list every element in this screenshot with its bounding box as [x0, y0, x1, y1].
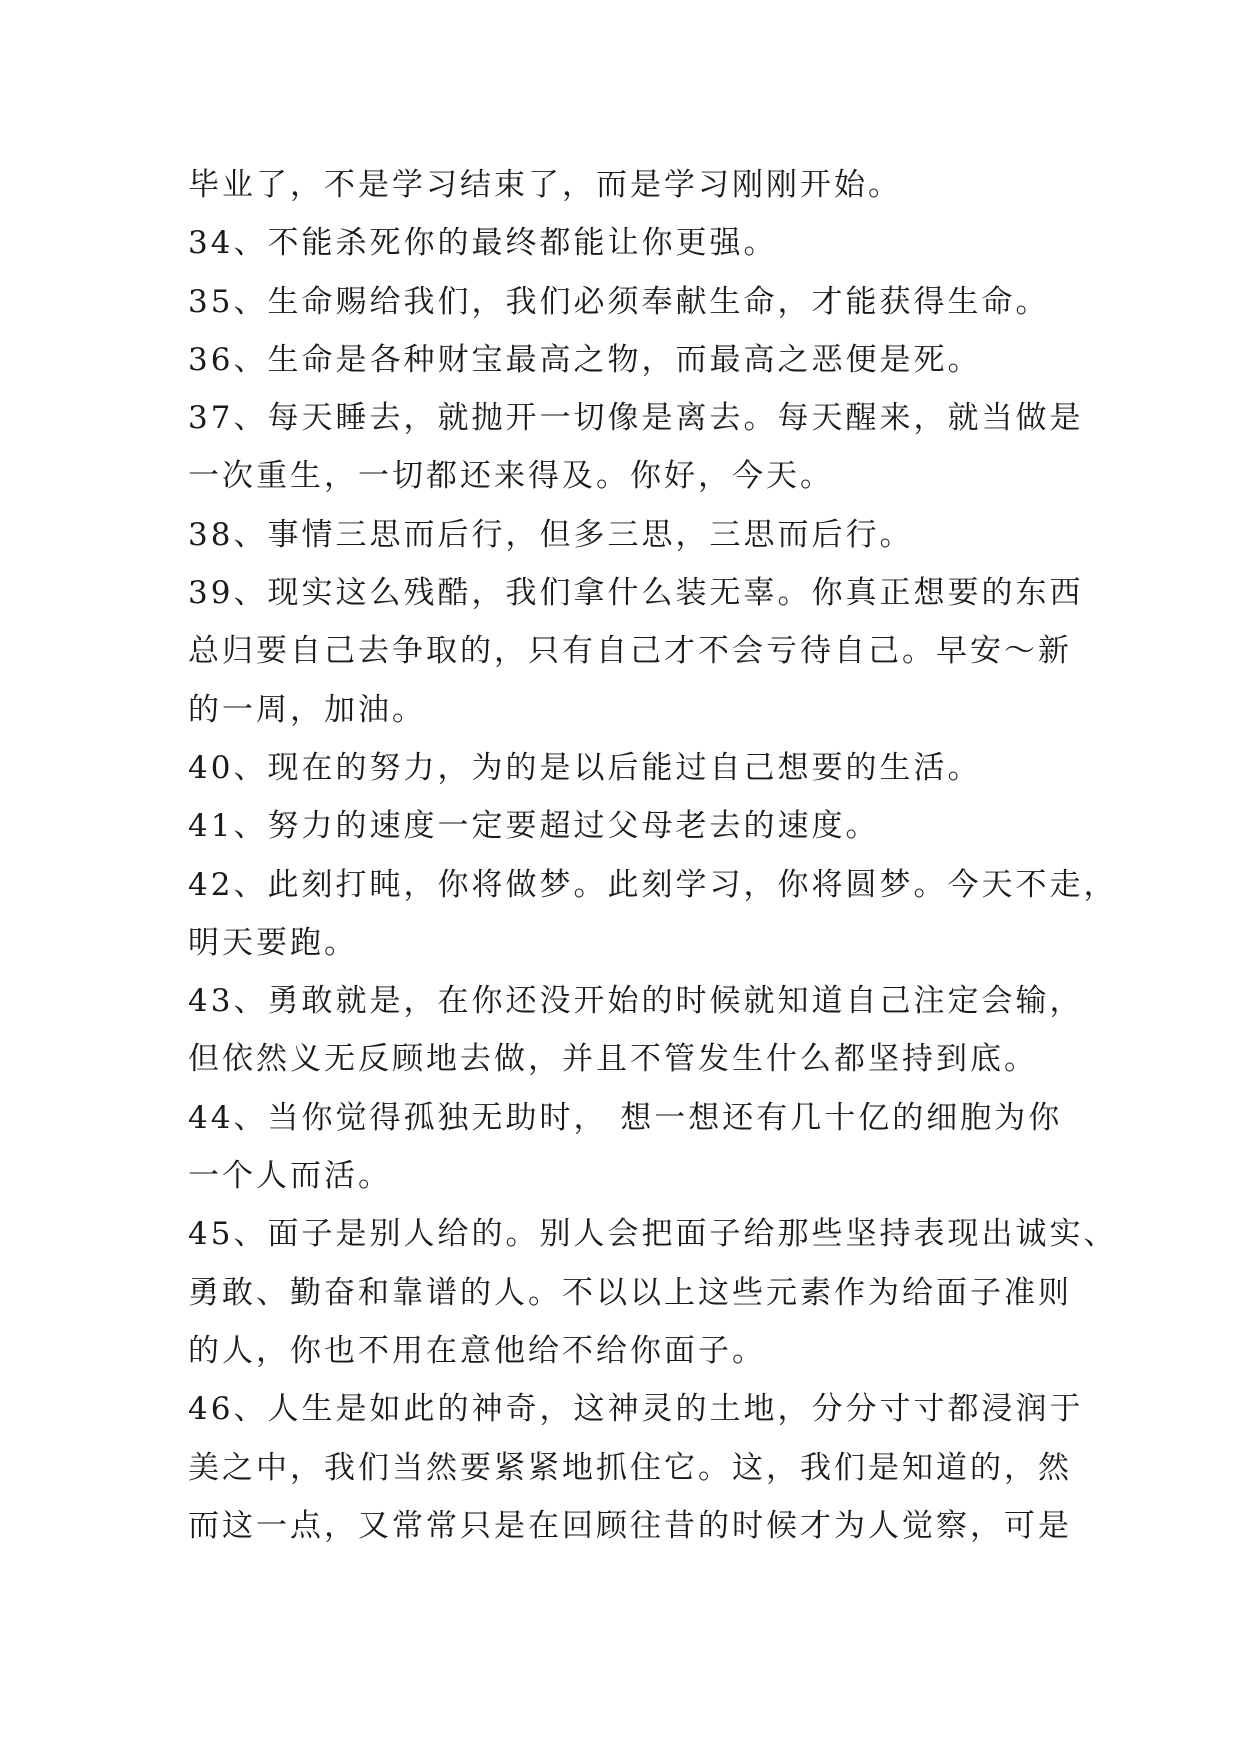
text-line: 41、努力的速度一定要超过父母老去的速度。 [188, 808, 880, 845]
text-line: 一个人而活。 [188, 1158, 392, 1195]
text-line: 美之中，我们当然要紧紧地抓住它。这，我们是知道的，然 [188, 1449, 1072, 1486]
text-line: 40、现在的努力，为的是以后能过自己想要的生活。 [188, 749, 982, 786]
text-line: 34、不能杀死你的最终都能让你更强。 [188, 225, 778, 262]
text-line: 勇敢、勤奋和靠谱的人。不以以上这些元素作为给面子准则 [188, 1274, 1072, 1311]
text-line: 毕业了，不是学习结束了，而是学习刚刚开始。 [188, 167, 902, 203]
text-line: 总归要自己去争取的，只有自己才不会亏待自己。早安～新 [188, 633, 1072, 670]
text-line: 38、事情三思而后行，但多三思，三思而后行。 [188, 516, 914, 553]
text-line: 46、人生是如此的神奇，这神灵的土地，分分寸寸都浸润于 [188, 1391, 1084, 1428]
text-line: 的一周，加油。 [188, 691, 426, 728]
text-line: 39、现实这么残酷，我们拿什么装无辜。你真正想要的东西 [188, 575, 1084, 612]
text-line: 43、勇敢就是，在你还没开始的时候就知道自己注定会输， [188, 983, 1084, 1020]
text-line: 35、生命赐给我们，我们必须奉献生命，才能获得生命。 [188, 283, 1050, 320]
text-line: 44、当你觉得孤独无助时， 想一想还有几十亿的细胞为你 [188, 1099, 1063, 1136]
text-line: 但依然义无反顾地去做，并且不管发生什么都坚持到底。 [188, 1041, 1038, 1078]
text-line: 42、此刻打盹，你将做梦。此刻学习，你将圆梦。今天不走， [188, 866, 1118, 903]
text-line: 明天要跑。 [188, 924, 358, 961]
text-line: 的人，你也不用在意他给不给你面子。 [188, 1332, 766, 1369]
text-line: 37、每天睡去，就抛开一切像是离去。每天醒来，就当做是 [188, 400, 1084, 437]
document-body [188, 156, 1118, 1555]
text-line: 36、生命是各种财宝最高之物，而最高之恶便是死。 [188, 341, 982, 378]
text-line: 一次重生，一切都还来得及。你好，今天。 [188, 458, 834, 495]
text-line: 而这一点，又常常只是在回顾往昔的时候才为人觉察，可是 [188, 1507, 1072, 1544]
text-line: 45、面子是别人给的。别人会把面子给那些坚持表现出诚实、 [188, 1216, 1118, 1253]
